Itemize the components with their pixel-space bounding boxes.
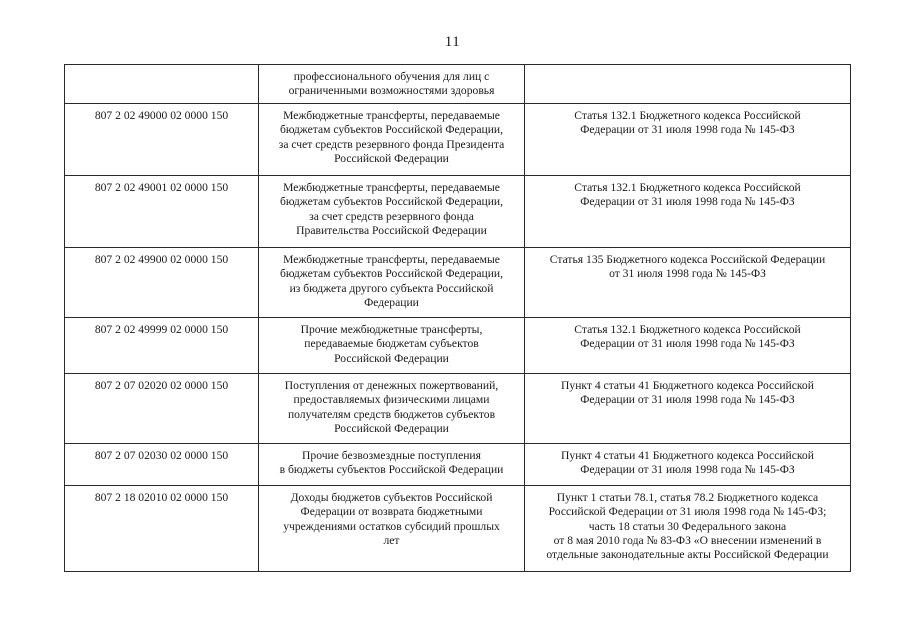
revenue-description: Поступления от денежных пожертвований, предоставляемых физическими лицами получателям средств бюджетов субъектов Российской Федерации [284,378,499,436]
table-row [65,373,851,443]
legal-basis-cell [525,373,851,443]
revenue-codes-table [64,64,851,572]
table-row [65,485,851,571]
revenue-code: 807 2 02 49900 02 0000 150 [94,252,229,266]
legal-basis-cell [525,65,851,104]
legal-basis: Пункт 4 статьи 41 Бюджетного кодекса Российской Федерации от 31 июля 1998 года № 145-ФЗ [561,378,814,407]
revenue-code-cell [65,317,259,373]
revenue-code-cell [65,247,259,317]
revenue-code: 807 2 02 49999 02 0000 150 [94,322,229,336]
legal-basis-cell [525,247,851,317]
table-row [65,175,851,247]
legal-basis: Статья 132.1 Бюджетного кодекса Российской Федерации от 31 июля 1998 года № 145-ФЗ [574,108,801,137]
revenue-description: Межбюджетные трансферты, передаваемые бюджетам субъектов Российской Федерации, за счет средств резервного фонда Президента Российской Федерации [278,108,505,166]
legal-basis-cell [525,317,851,373]
table-row [65,65,851,104]
revenue-code-cell [65,65,259,104]
legal-basis-cell [525,485,851,571]
legal-basis-cell [525,175,851,247]
revenue-description: Межбюджетные трансферты, передаваемые бюджетам субъектов Российской Федерации, из бюджета другого субъекта Российской Федерации [279,252,504,310]
description-cell [259,103,525,175]
revenue-code: 807 2 18 02010 02 0000 150 [94,490,229,504]
revenue-description: Межбюджетные трансферты, передаваемые бюджетам субъектов Российской Федерации, за счет средств резервного фонда Правительства Российской Федерации [279,180,504,238]
legal-basis: Статья 132.1 Бюджетного кодекса Российской Федерации от 31 июля 1998 года № 145-ФЗ [574,180,801,209]
legal-basis-cell [525,103,851,175]
revenue-description: профессионального обучения для лиц с ограниченными возможностями здоровья [288,70,495,98]
revenue-code: 807 2 02 49000 02 0000 150 [94,108,229,122]
description-cell [259,485,525,571]
legal-basis-cell [525,443,851,485]
revenue-code-cell [65,443,259,485]
description-cell [259,247,525,317]
legal-basis: Пункт 1 статьи 78.1, статья 78.2 Бюджетного кодекса Российской Федерации от 31 июля 1998 года № 145-ФЗ; часть 18 статьи 30 Федерального закона от 8 мая 2010 года № 83-ФЗ «О внесении изменений в отдельные законодательные акты Российской Федерации [546,490,829,562]
page-number: 11 [444,34,461,50]
table-row [65,317,851,373]
revenue-code: 807 2 02 49001 02 0000 150 [94,180,229,194]
table-row [65,103,851,175]
revenue-code: 807 2 07 02030 02 0000 150 [94,448,229,462]
description-cell [259,443,525,485]
revenue-code: 807 2 07 02020 02 0000 150 [94,378,229,392]
revenue-description: Прочие межбюджетные трансферты, передаваемые бюджетам субъектов Российской Федерации [300,322,483,365]
revenue-code-cell [65,485,259,571]
legal-basis: Статья 132.1 Бюджетного кодекса Российской Федерации от 31 июля 1998 года № 145-ФЗ [574,322,801,351]
description-cell [259,373,525,443]
revenue-code-cell [65,373,259,443]
table-row [65,443,851,485]
revenue-description: Прочие безвозмездные поступления в бюджеты субъектов Российской Федерации [279,448,504,477]
description-cell [259,175,525,247]
legal-basis: Пункт 4 статьи 41 Бюджетного кодекса Российской Федерации от 31 июля 1998 года № 145-ФЗ [561,448,814,477]
revenue-code-cell [65,175,259,247]
legal-basis: Статья 135 Бюджетного кодекса Российской Федерации от 31 июля 1998 года № 145-ФЗ [549,252,826,281]
revenue-description: Доходы бюджетов субъектов Российской Федерации от возврата бюджетными учреждениями остатков субсидий прошлых лет [283,490,500,548]
description-cell [259,317,525,373]
description-cell [259,65,525,104]
revenue-code-cell [65,103,259,175]
table-row [65,247,851,317]
